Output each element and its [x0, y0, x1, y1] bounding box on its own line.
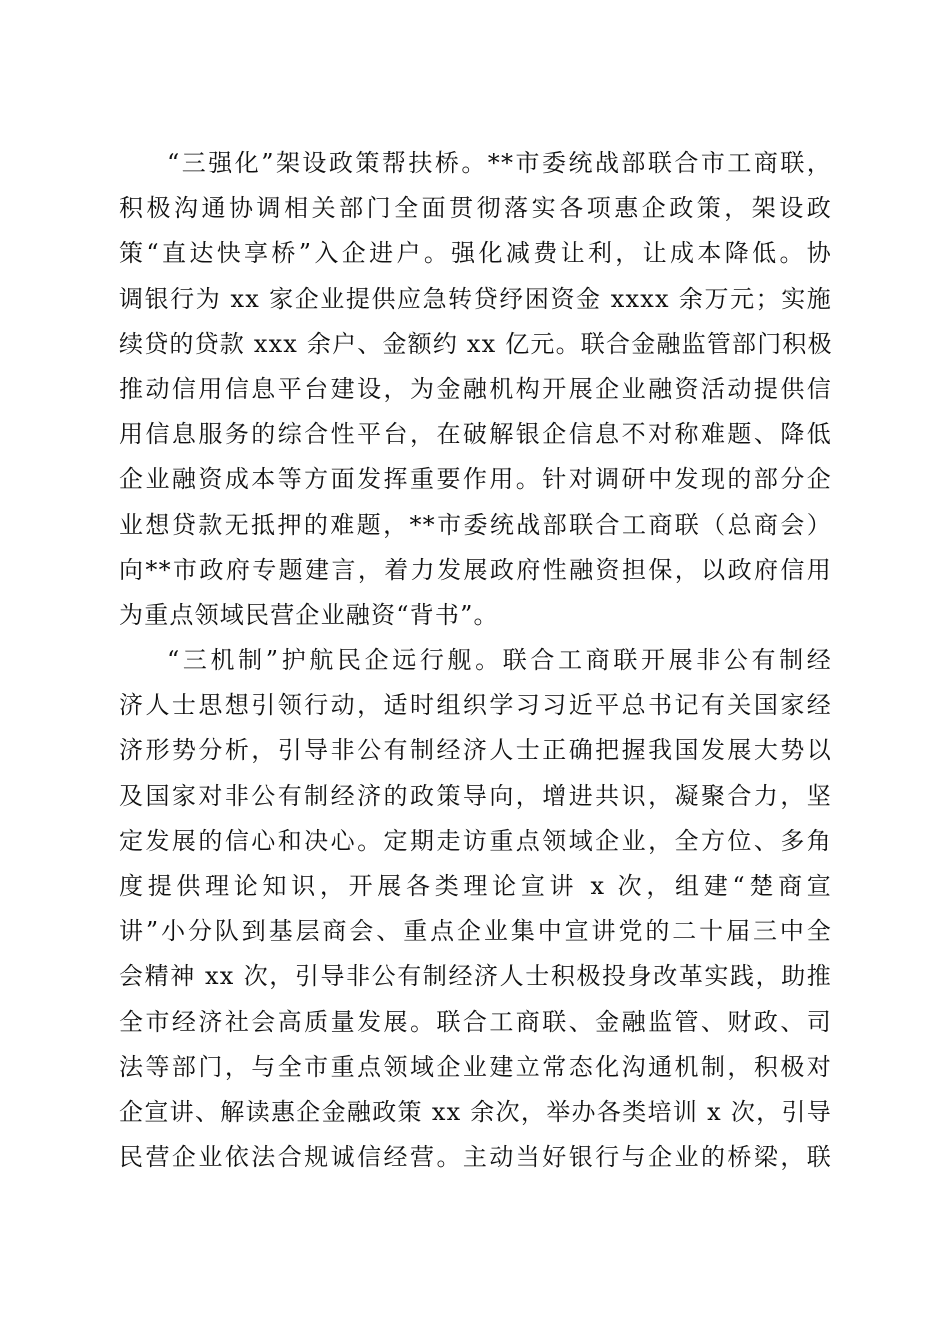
text-line: “三强化”架设政策帮扶桥。**市委统战部联合市工商联， — [167, 149, 832, 177]
paragraph-policy-bridge — [119, 141, 832, 638]
text-line: 讲”小分队到基层商会、重点企业集中宣讲党的二十届三中全 — [119, 917, 832, 946]
text-line: 度提供理论知识，开展各类理论宣讲 x 次，组建“楚商宣 — [119, 872, 832, 900]
text-line: 为重点领域民营企业融资“背书”。 — [119, 600, 499, 629]
document-body — [119, 141, 832, 1180]
paragraph-mechanism — [119, 638, 832, 1180]
text-line: 业想贷款无抵押的难题，**市委统战部联合工商联（总商会） — [119, 510, 832, 539]
text-line: 会精神 xx 次，引导非公有制经济人士积极投身改革实践，助推 — [119, 962, 832, 991]
text-line: 积极沟通协调相关部门全面贯彻落实各项惠企政策，架设政 — [119, 194, 832, 223]
text-line: 调银行为 xx 家企业提供应急转贷纾困资金 xxxx 余万元；实施 — [119, 284, 832, 313]
text-line: 向**市政府专题建言，着力发展政府性融资担保，以政府信用 — [119, 555, 832, 584]
text-line: 企业融资成本等方面发挥重要作用。针对调研中发现的部分企 — [119, 465, 832, 494]
text-line: “三机制”护航民企远行舰。联合工商联开展非公有制经 — [167, 646, 832, 675]
text-line: 及国家对非公有制经济的政策导向，增进共识，凝聚合力，坚 — [119, 781, 832, 810]
text-line: 推动信用信息平台建设，为金融机构开展企业融资活动提供信 — [119, 374, 832, 403]
text-line: 用信息服务的综合性平台，在破解银企信息不对称难题、降低 — [119, 420, 832, 449]
text-line: 定发展的信心和决心。定期走访重点领域企业，全方位、多角 — [119, 826, 832, 855]
text-line: 策“直达快享桥”入企进户。强化减费让利，让成本降低。协 — [119, 239, 832, 268]
text-line: 企宣讲、解读惠企金融政策 xx 余次，举办各类培训 x 次，引导 — [119, 1097, 832, 1126]
text-line: 民营企业依法合规诚信经营。主动当好银行与企业的桥梁，联 — [119, 1143, 832, 1172]
text-line: 法等部门，与全市重点领域企业建立常态化沟通机制，积极对 — [119, 1052, 832, 1081]
text-line: 济形势分析，引导非公有制经济人士正确把握我国发展大势以 — [119, 736, 832, 765]
text-line: 全市经济社会高质量发展。联合工商联、金融监管、财政、司 — [119, 1007, 832, 1036]
text-line: 续贷的贷款 xxx 余户、金额约 xx 亿元。联合金融监管部门积极 — [119, 329, 833, 358]
text-line: 济人士思想引领行动，适时组织学习习近平总书记有关国家经 — [119, 691, 832, 720]
